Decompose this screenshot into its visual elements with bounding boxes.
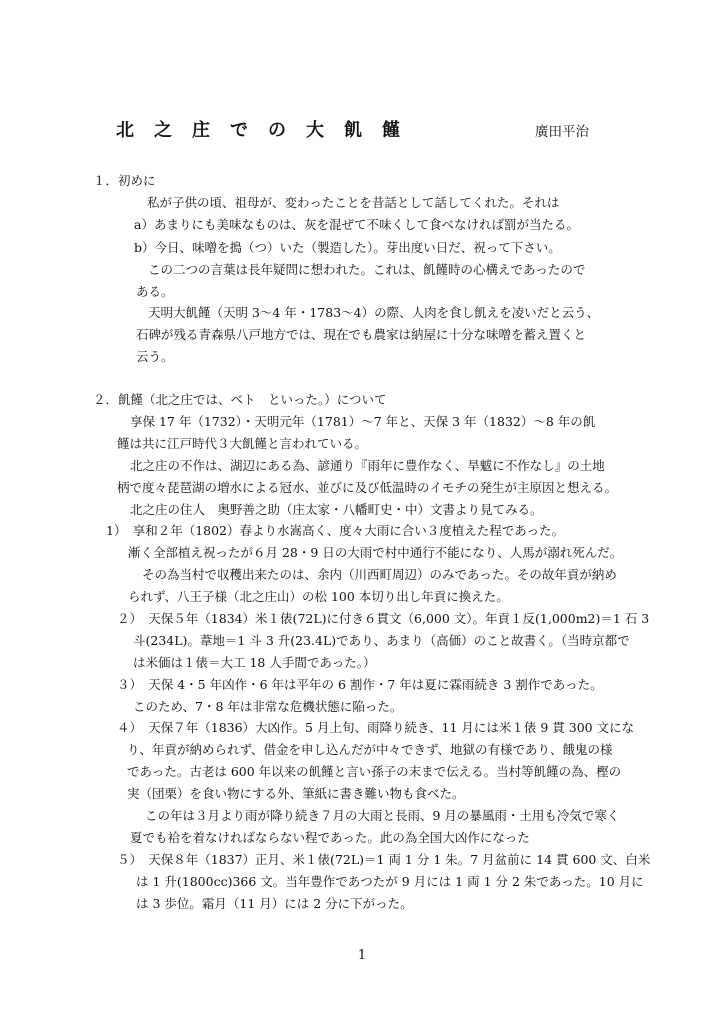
text-line: 漸く全部植え祝ったが６月 28・9 日の大雨で村中通行不能になり、人馬が溺れ死んだ。	[128, 545, 623, 560]
text-line: 実（団栗）を食い物にする外、筆紙に書き難い物も食べた。	[127, 786, 465, 801]
text-line: その為当村で収穫出来たのは、余内（川西町周辺）のみであった。その故年貢が納め	[142, 567, 617, 582]
text-line: であった。古老は 600 年以来の飢饉と言い孫子の末まで伝える。当村等飢饉の為、樫の	[127, 764, 622, 779]
text-line: 柄で度々琵琶湖の増水による冠水、並びに及び低温時のイモチの発生が主原因と想える。	[117, 480, 618, 495]
list-item: b）今日、味噌を搗（つ）いた（製造した）。芽出度い日だ、祝って下さい。	[134, 240, 561, 255]
section-heading: １．初めに	[93, 173, 156, 188]
text-line: この二つの言葉は長年疑問に想われた。これは、飢饉時の心構えであったので	[148, 262, 586, 277]
text-line: 北之庄の住人 奥野善之助（庄太家・八幡町史・中）文書より見てみる。	[130, 502, 543, 517]
list-item: ２） 天保５年（1834）米１俵(72L)に付き６貫文（6,000 文）。年貢１反(1,000m2)＝1 石 3	[117, 611, 650, 626]
list-item: a）あまりにも美味なものは、灰を混ぜて不味くして食べなければ罰が当たる。	[134, 217, 579, 232]
list-item: ４） 天保７年（1836）大凶作。5 月上旬、雨降り続き、11 月には米１俵 9 貫 300 文にな	[117, 720, 635, 735]
text-line: 夏でも袷を着なければならない程であった。此の為全国大凶作になった	[130, 830, 530, 845]
text-line: 石碑が残る青森県八戸地方では、現在でも農家は納屋に十分な味噌を蓄え置くと	[136, 327, 587, 342]
text-line: は 3 歩位。霜月（11 月）には 2 分に下がった。	[136, 896, 413, 911]
text-line: 饉は共に江戸時代３大飢饉と言われている。	[117, 436, 368, 451]
text-line: この年は３月より雨が降り続き７月の大雨と長雨、9 月の暴風雨・土用も冷気で寒く	[145, 808, 620, 823]
text-line: られず、八王子様（北之庄山）の松 100 本切り出し年貢に換えた。	[128, 589, 509, 604]
page-number: 1	[357, 948, 367, 963]
text-line: り、年貢が納められず、借金を申し込んだが中々できず、地獄の有様であり、餓鬼の様	[127, 742, 613, 757]
text-line: 斗(234L)。葦地＝1 斗 3 升(23.4L)であり、あまり（高価）のこと故書く。（当時京都で	[133, 633, 630, 648]
list-item: 1） 享和２年（1802）春より水嵩高く、度々大雨に合い３度植えた程であった。	[106, 523, 565, 538]
text-line: 天明大飢饉（天明 3～4 年・1783～4）の際、人肉を食し飢えを凌いだと云う、	[148, 305, 600, 320]
text-line: は米価は１俵＝大工 18 人手間であった。）	[133, 655, 376, 670]
text-line: は 1 升(1800cc)366 文。当年豊作であつたが 9 月には 1 両 1 分 2 朱であった。10 月に	[136, 874, 644, 889]
section-heading: ２．飢饉（北之庄では、ベト といった。）について	[93, 392, 387, 407]
text-line: 私が子供の頃、祖母が、変わったことを昔話として話してくれた。それは	[147, 195, 560, 210]
text-line: このため、7・8 年は非常な危機状態に陥った。	[133, 699, 403, 714]
text-line: 云う。	[136, 349, 174, 364]
list-item: ５） 天保８年（1837）正月、米１俵(72L)＝1 両 1 分 1 朱。7 月盆前に 14 貫 600 文、白米	[117, 852, 651, 867]
document-title: 北之庄での大飢饉	[116, 120, 420, 141]
list-item: ３） 天保 4・5 年凶作・6 年は平年の 6 割作・7 年は夏に霖雨続き 3 割作であった。	[117, 677, 603, 692]
text-line: 北之庄の不作は、湖辺にある為、諺通り『雨年に豊作なく、旱魃に不作なし』の土地	[130, 458, 605, 473]
author-name: 廣田平治	[535, 124, 589, 140]
text-line: ある。	[136, 284, 174, 299]
text-line: 享保 17 年（1732）・天明元年（1781）～7 年と、天保 3 年（1832）～8 年の飢	[130, 414, 596, 429]
